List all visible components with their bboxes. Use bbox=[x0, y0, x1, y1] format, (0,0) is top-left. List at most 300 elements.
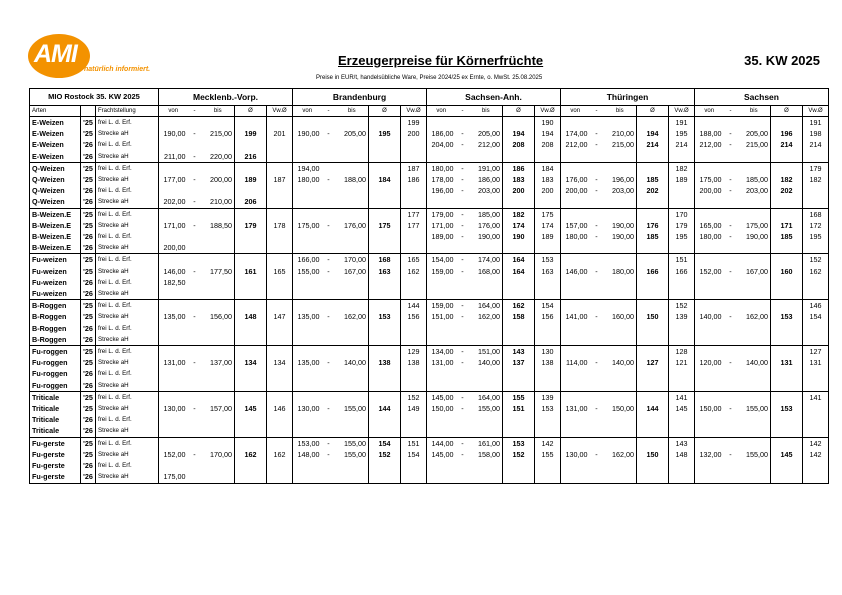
grain-type: Fu-gerste bbox=[30, 471, 81, 483]
price-from: 140,00 bbox=[695, 311, 724, 322]
price-from bbox=[695, 368, 724, 379]
price-to bbox=[738, 368, 771, 379]
range-dash bbox=[188, 460, 202, 471]
price-from bbox=[561, 208, 590, 220]
price-from: 171,00 bbox=[427, 220, 456, 231]
range-dash bbox=[322, 425, 336, 437]
range-dash: - bbox=[456, 300, 470, 312]
price-to: 200,00 bbox=[210, 175, 232, 185]
price-to: 205,00 bbox=[478, 129, 500, 139]
range-dash bbox=[456, 288, 470, 300]
table-row bbox=[30, 380, 829, 392]
harvest-year: '26 bbox=[81, 231, 96, 242]
previous-week-average bbox=[803, 334, 829, 346]
range-dash bbox=[590, 162, 604, 174]
previous-week-average bbox=[803, 323, 829, 334]
price-average bbox=[637, 162, 669, 174]
price-to bbox=[202, 425, 235, 437]
range-dash: - bbox=[193, 197, 196, 207]
harvest-year: '25 bbox=[81, 254, 96, 266]
harvest-year: '26 bbox=[81, 277, 96, 288]
grain-type: Fu-weizen bbox=[30, 277, 81, 288]
price-average: 185 bbox=[637, 174, 669, 185]
table-row bbox=[30, 460, 829, 471]
price-average bbox=[637, 380, 669, 392]
range-dash: - bbox=[327, 220, 330, 230]
price-to: 155,00 bbox=[344, 449, 366, 459]
price-from: 200,00 bbox=[159, 242, 188, 254]
price-average bbox=[369, 300, 401, 312]
price-average bbox=[369, 346, 401, 358]
price-average bbox=[771, 323, 803, 334]
price-average bbox=[637, 414, 669, 425]
previous-week-average: 151 bbox=[669, 254, 695, 266]
price-from bbox=[695, 391, 724, 403]
price-average bbox=[235, 139, 267, 150]
price-to: 220,00 bbox=[210, 151, 232, 161]
price-average: 176 bbox=[637, 220, 669, 231]
price-from bbox=[561, 346, 590, 358]
grain-type: B-Weizen.E bbox=[30, 231, 81, 242]
col-header-prev: Vw.Ø bbox=[535, 106, 561, 117]
previous-week-average bbox=[267, 196, 293, 208]
price-average bbox=[771, 471, 803, 483]
range-dash bbox=[724, 323, 738, 334]
price-average: 194 bbox=[637, 128, 669, 139]
price-from: 180,00 bbox=[561, 231, 590, 242]
previous-week-average: 121 bbox=[669, 357, 695, 368]
price-average: 134 bbox=[235, 357, 267, 368]
price-from bbox=[293, 346, 322, 358]
previous-week-average bbox=[669, 151, 695, 163]
range-dash: - bbox=[461, 129, 464, 139]
price-average bbox=[235, 288, 267, 300]
price-from bbox=[293, 323, 322, 334]
price-to bbox=[336, 288, 369, 300]
col-header-bis: bis bbox=[202, 106, 235, 117]
price-from bbox=[695, 196, 724, 208]
harvest-year: '25 bbox=[81, 391, 96, 403]
price-average: 216 bbox=[235, 151, 267, 163]
range-dash bbox=[188, 380, 202, 392]
price-average: 144 bbox=[637, 403, 669, 414]
grain-type: B-Weizen.E bbox=[30, 220, 81, 231]
previous-week-average: 128 bbox=[669, 346, 695, 358]
table-body bbox=[30, 117, 829, 484]
price-average: 153 bbox=[503, 437, 535, 449]
price-from: 177,00 bbox=[159, 174, 188, 185]
previous-week-average bbox=[267, 460, 293, 471]
previous-week-average bbox=[669, 288, 695, 300]
range-dash bbox=[456, 471, 470, 483]
freight-terms: Strecke aH bbox=[96, 380, 159, 392]
range-dash bbox=[456, 460, 470, 471]
price-to: 177,50 bbox=[210, 266, 232, 276]
price-from bbox=[695, 380, 724, 392]
previous-week-average: 177 bbox=[401, 220, 427, 231]
grain-type: B-Roggen bbox=[30, 300, 81, 312]
range-dash bbox=[322, 300, 336, 312]
harvest-year: '25 bbox=[81, 174, 96, 185]
table-row bbox=[30, 117, 829, 129]
price-average: 185 bbox=[637, 231, 669, 242]
price-average bbox=[637, 334, 669, 346]
price-from bbox=[561, 460, 590, 471]
previous-week-average: 156 bbox=[535, 311, 561, 322]
price-from bbox=[695, 208, 724, 220]
price-from: 150,00 bbox=[695, 403, 724, 414]
price-from: 131,00 bbox=[159, 357, 188, 368]
previous-week-average: 163 bbox=[535, 266, 561, 277]
price-average bbox=[235, 117, 267, 129]
previous-week-average: 194 bbox=[535, 128, 561, 139]
range-dash: - bbox=[595, 140, 598, 150]
price-from bbox=[293, 300, 322, 312]
grain-type: B-Weizen.E bbox=[30, 208, 81, 220]
price-average: 162 bbox=[235, 449, 267, 460]
price-to bbox=[336, 414, 369, 425]
price-to: 162,00 bbox=[478, 312, 500, 322]
previous-week-average: 214 bbox=[803, 139, 829, 150]
price-average bbox=[369, 380, 401, 392]
price-average: 208 bbox=[503, 139, 535, 150]
freight-terms: frei L. d. Erf. bbox=[96, 117, 159, 129]
price-to: 203,00 bbox=[746, 186, 768, 196]
price-to: 155,00 bbox=[746, 404, 768, 414]
price-from bbox=[293, 277, 322, 288]
table-row bbox=[30, 425, 829, 437]
grain-type: B-Roggen bbox=[30, 334, 81, 346]
price-to: 186,00 bbox=[478, 175, 500, 185]
price-from: 120,00 bbox=[695, 357, 724, 368]
price-to bbox=[202, 368, 235, 379]
price-average bbox=[235, 414, 267, 425]
previous-week-average bbox=[535, 414, 561, 425]
region-header: Brandenburg bbox=[293, 89, 427, 106]
previous-week-average: 134 bbox=[267, 357, 293, 368]
freight-terms: Strecke aH bbox=[96, 403, 159, 414]
previous-week-average: 190 bbox=[535, 117, 561, 129]
price-average bbox=[235, 471, 267, 483]
previous-week-average bbox=[803, 242, 829, 254]
price-average bbox=[369, 391, 401, 403]
range-dash bbox=[322, 346, 336, 358]
table-row bbox=[30, 346, 829, 358]
region-header: Sachsen-Anh. bbox=[427, 89, 561, 106]
range-dash bbox=[590, 346, 604, 358]
price-from: 212,00 bbox=[695, 139, 724, 150]
col-header-arten: Arten bbox=[30, 106, 81, 117]
price-from: 180,00 bbox=[293, 174, 322, 185]
table-row bbox=[30, 403, 829, 414]
range-dash bbox=[188, 208, 202, 220]
freight-terms: Strecke aH bbox=[96, 288, 159, 300]
price-average bbox=[503, 117, 535, 129]
price-from bbox=[561, 300, 590, 312]
previous-week-average: 154 bbox=[535, 300, 561, 312]
price-to bbox=[470, 471, 503, 483]
previous-week-average: 189 bbox=[669, 174, 695, 185]
previous-week-average bbox=[803, 196, 829, 208]
table-row bbox=[30, 220, 829, 231]
price-from bbox=[561, 151, 590, 163]
harvest-year: '25 bbox=[81, 117, 96, 129]
freight-terms: frei L. d. Erf. bbox=[96, 162, 159, 174]
price-from: 190,00 bbox=[293, 128, 322, 139]
range-dash bbox=[188, 368, 202, 379]
price-from: 182,50 bbox=[159, 277, 188, 288]
price-from bbox=[427, 151, 456, 163]
price-from: 180,00 bbox=[427, 162, 456, 174]
price-from: 145,00 bbox=[427, 449, 456, 460]
freight-terms: frei L. d. Erf. bbox=[96, 391, 159, 403]
price-to: 157,00 bbox=[210, 404, 232, 414]
range-dash: - bbox=[595, 266, 598, 276]
col-header-prev: Vw.Ø bbox=[669, 106, 695, 117]
page-title: Erzeugerpreise für Körnerfrüchte bbox=[338, 53, 544, 68]
price-from: 194,00 bbox=[293, 162, 322, 174]
range-dash: - bbox=[595, 232, 598, 242]
price-average bbox=[235, 334, 267, 346]
harvest-year: '25 bbox=[81, 208, 96, 220]
col-header-von: von bbox=[427, 106, 456, 117]
price-average: 144 bbox=[369, 403, 401, 414]
price-to bbox=[336, 346, 369, 358]
price-from bbox=[159, 346, 188, 358]
col-header-dash: - bbox=[724, 106, 738, 117]
price-average bbox=[771, 391, 803, 403]
previous-week-average bbox=[267, 162, 293, 174]
price-from bbox=[159, 460, 188, 471]
price-average bbox=[235, 323, 267, 334]
previous-week-average: 178 bbox=[267, 220, 293, 231]
range-dash: - bbox=[595, 358, 598, 368]
price-average bbox=[235, 185, 267, 196]
price-average bbox=[369, 323, 401, 334]
price-average bbox=[637, 437, 669, 449]
range-dash bbox=[590, 323, 604, 334]
price-from: 153,00 bbox=[293, 437, 322, 449]
price-average: 182 bbox=[771, 174, 803, 185]
price-to bbox=[336, 139, 369, 150]
previous-week-average: 146 bbox=[267, 403, 293, 414]
price-to bbox=[738, 277, 771, 288]
price-average: 148 bbox=[235, 311, 267, 322]
price-to: 167,00 bbox=[344, 266, 366, 276]
price-to bbox=[336, 334, 369, 346]
previous-week-average bbox=[803, 277, 829, 288]
price-from: 190,00 bbox=[159, 128, 188, 139]
grain-type: Fu-weizen bbox=[30, 266, 81, 277]
price-from bbox=[293, 139, 322, 150]
price-from bbox=[427, 471, 456, 483]
price-to bbox=[738, 300, 771, 312]
price-from: 166,00 bbox=[293, 254, 322, 266]
price-from bbox=[159, 208, 188, 220]
price-to: 190,00 bbox=[478, 232, 500, 242]
price-to bbox=[604, 162, 637, 174]
range-dash bbox=[188, 346, 202, 358]
price-average bbox=[637, 208, 669, 220]
price-to: 155,00 bbox=[336, 437, 369, 449]
price-average bbox=[503, 277, 535, 288]
range-dash bbox=[724, 117, 738, 129]
price-to: 215,00 bbox=[612, 140, 634, 150]
range-dash bbox=[590, 277, 604, 288]
range-dash bbox=[724, 425, 738, 437]
previous-week-average bbox=[401, 425, 427, 437]
price-to: 190,00 bbox=[612, 220, 634, 230]
table-row bbox=[30, 323, 829, 334]
price-to: 185,00 bbox=[746, 175, 768, 185]
col-header-von: von bbox=[293, 106, 322, 117]
previous-week-average: 187 bbox=[267, 174, 293, 185]
price-average bbox=[503, 334, 535, 346]
range-dash: - bbox=[461, 186, 464, 196]
range-dash: - bbox=[729, 312, 732, 322]
price-to: 164,00 bbox=[470, 391, 503, 403]
col-header-prev: Vw.Ø bbox=[267, 106, 293, 117]
price-average: 150 bbox=[637, 311, 669, 322]
range-dash: - bbox=[456, 208, 470, 220]
price-average bbox=[771, 117, 803, 129]
price-from: 211,00 bbox=[159, 151, 188, 163]
price-from: 144,00 bbox=[427, 437, 456, 449]
range-dash: - bbox=[595, 175, 598, 185]
price-average: 185 bbox=[771, 231, 803, 242]
previous-week-average bbox=[401, 185, 427, 196]
price-from bbox=[695, 323, 724, 334]
range-dash: - bbox=[729, 140, 732, 150]
grain-type: Fu-gerste bbox=[30, 437, 81, 449]
previous-week-average bbox=[267, 437, 293, 449]
price-average: 214 bbox=[771, 139, 803, 150]
grain-type: B-Weizen.E bbox=[30, 242, 81, 254]
price-average bbox=[771, 346, 803, 358]
price-from: 148,00 bbox=[293, 449, 322, 460]
col-header-fracht: Frachtstellung bbox=[96, 106, 159, 117]
col-header-avg: Ø bbox=[771, 106, 803, 117]
price-average bbox=[369, 117, 401, 129]
price-to: 140,00 bbox=[746, 358, 768, 368]
price-average: 160 bbox=[771, 266, 803, 277]
price-from bbox=[159, 425, 188, 437]
previous-week-average: 139 bbox=[669, 311, 695, 322]
price-to bbox=[604, 277, 637, 288]
price-from bbox=[293, 185, 322, 196]
previous-week-average bbox=[669, 196, 695, 208]
price-average bbox=[369, 277, 401, 288]
price-to bbox=[336, 151, 369, 163]
freight-terms: Strecke aH bbox=[96, 334, 159, 346]
previous-week-average: 199 bbox=[401, 117, 427, 129]
price-average: 143 bbox=[503, 346, 535, 358]
previous-week-average: 143 bbox=[669, 437, 695, 449]
price-from: 135,00 bbox=[293, 357, 322, 368]
price-to bbox=[202, 254, 235, 266]
price-average bbox=[235, 242, 267, 254]
previous-week-average: 170 bbox=[669, 208, 695, 220]
price-to: 175,00 bbox=[746, 220, 768, 230]
range-dash: - bbox=[461, 449, 464, 459]
price-from: 135,00 bbox=[159, 311, 188, 322]
price-from bbox=[695, 117, 724, 129]
range-dash bbox=[456, 151, 470, 163]
range-dash bbox=[322, 380, 336, 392]
price-average bbox=[771, 414, 803, 425]
price-average: 145 bbox=[235, 403, 267, 414]
price-from bbox=[159, 334, 188, 346]
col-header-prev: Vw.Ø bbox=[803, 106, 829, 117]
price-to: 210,00 bbox=[210, 197, 232, 207]
price-average bbox=[637, 391, 669, 403]
range-dash: - bbox=[729, 449, 732, 459]
range-dash bbox=[322, 162, 336, 174]
price-to: 210,00 bbox=[612, 129, 634, 139]
price-from: 150,00 bbox=[427, 403, 456, 414]
price-average: 162 bbox=[503, 300, 535, 312]
grain-type: Q-Weizen bbox=[30, 162, 81, 174]
price-to bbox=[202, 414, 235, 425]
price-average: 153 bbox=[771, 311, 803, 322]
price-average bbox=[235, 300, 267, 312]
price-average bbox=[771, 151, 803, 163]
price-to bbox=[738, 471, 771, 483]
grain-type: B-Roggen bbox=[30, 323, 81, 334]
price-average bbox=[369, 288, 401, 300]
price-to: 174,00 bbox=[470, 254, 503, 266]
previous-week-average bbox=[669, 380, 695, 392]
price-from: 114,00 bbox=[561, 357, 590, 368]
price-to bbox=[738, 242, 771, 254]
price-from bbox=[695, 471, 724, 483]
price-to bbox=[202, 391, 235, 403]
previous-week-average: 184 bbox=[535, 162, 561, 174]
table-row bbox=[30, 231, 829, 242]
price-average bbox=[369, 414, 401, 425]
price-average: 214 bbox=[637, 139, 669, 150]
range-dash bbox=[724, 196, 738, 208]
price-to bbox=[202, 162, 235, 174]
price-average: 154 bbox=[369, 437, 401, 449]
price-average: 137 bbox=[503, 357, 535, 368]
price-to bbox=[738, 196, 771, 208]
freight-terms: frei L. d. Erf. bbox=[96, 139, 159, 150]
range-dash bbox=[322, 368, 336, 379]
harvest-year: '25 bbox=[81, 128, 96, 139]
range-dash bbox=[188, 334, 202, 346]
range-dash: - bbox=[456, 254, 470, 266]
price-from bbox=[561, 391, 590, 403]
price-to bbox=[470, 323, 503, 334]
range-dash bbox=[590, 208, 604, 220]
price-average bbox=[369, 471, 401, 483]
range-dash bbox=[456, 380, 470, 392]
range-dash: - bbox=[461, 220, 464, 230]
freight-terms: Strecke aH bbox=[96, 174, 159, 185]
harvest-year: '25 bbox=[81, 220, 96, 231]
price-to: 155,00 bbox=[746, 449, 768, 459]
price-average: 158 bbox=[503, 311, 535, 322]
col-header-year bbox=[81, 106, 96, 117]
price-to: 215,00 bbox=[746, 140, 768, 150]
price-to: 151,00 bbox=[470, 346, 503, 358]
harvest-year: '25 bbox=[81, 437, 96, 449]
price-average: 196 bbox=[771, 128, 803, 139]
price-average bbox=[369, 162, 401, 174]
price-to bbox=[738, 391, 771, 403]
range-dash: - bbox=[461, 312, 464, 322]
